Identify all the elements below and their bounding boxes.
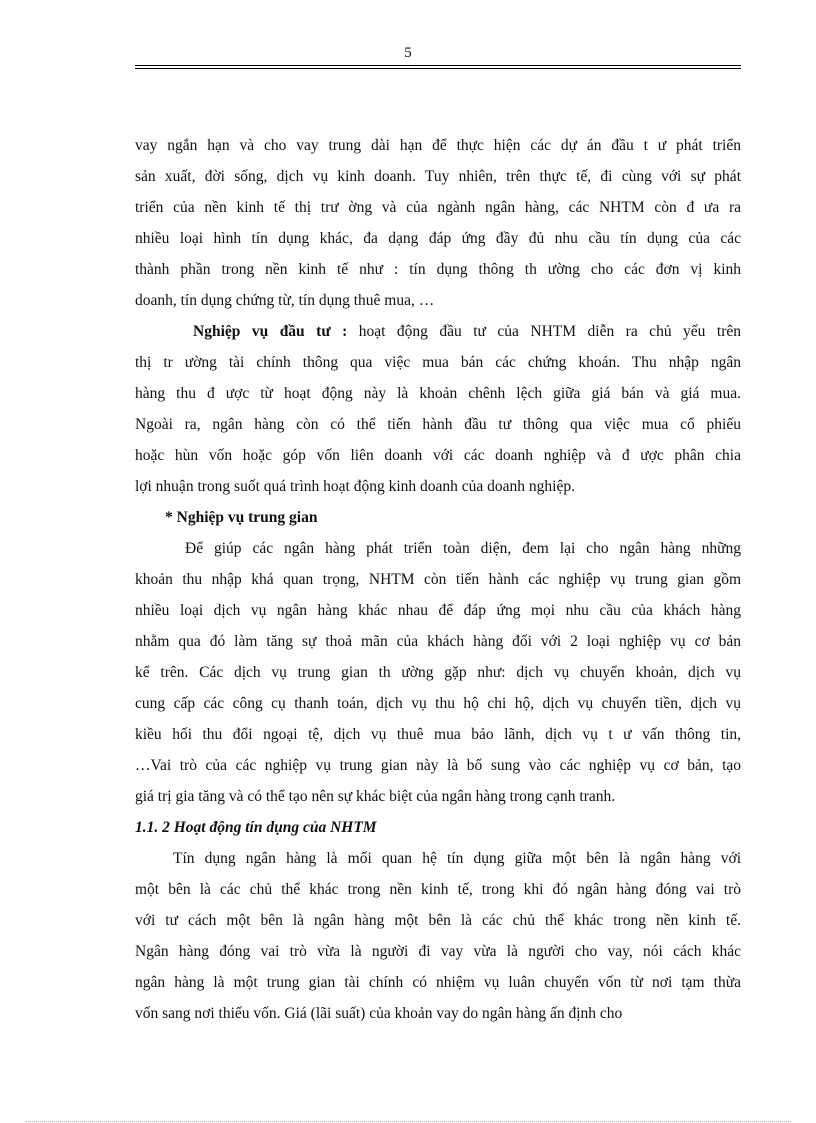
text-line: thị tr ường tài chính thông qua việc mua bán các chứng khoán. Thu nhập ngân [135, 354, 741, 371]
text-line: hàng thu đ ược từ hoạt động này là khoản chênh lệch giữa giá bán và giá mua. [135, 385, 741, 402]
text-line: ngân hàng là một trung gian tài chính có nhiệm vụ luân chuyển vốn từ nơi tạm thừa [135, 974, 741, 991]
text-line: doanh, tín dụng chứng từ, tín dụng thuê mua, … [135, 292, 435, 309]
text-line: lợi nhuận trong suốt quá trình hoạt động kinh doanh của doanh nghiệp. [135, 478, 575, 495]
dautu-heading: Nghiệp vụ đầu tư : [193, 323, 348, 340]
text-line: cung cấp các công cụ thanh toán, dịch vụ thu hộ chi hộ, dịch vụ chuyển tiền, dịch vụ [135, 695, 741, 712]
text-line: nhằm qua đó làm tăng sự thoả mãn của khách hàng đối với 2 loại nghiệp vụ cơ bản [135, 633, 741, 650]
text-line: kể trên. Các dịch vụ trung gian th ường gặp như: dịch vụ chuyển khoản, dịch vụ [135, 664, 741, 681]
paragraph-dautu-first-line [135, 316, 741, 347]
header-rule-top [135, 65, 741, 66]
text-line: Để giúp các ngân hàng phát triển toàn diện, đem lại cho ngân hàng những [185, 540, 741, 557]
text-line: kiều hối thu đổi ngoại tệ, dịch vụ thuê mua bảo lãnh, dịch vụ t ư vấn thông tin, [135, 726, 741, 743]
page-number: 5 [404, 45, 412, 61]
text-line: giá trị gia tăng và có thể tạo nên sự khác biệt của ngân hàng trong cạnh tranh. [135, 788, 616, 805]
text-line: vay ngắn hạn và cho vay trung dài hạn để thực hiện các dự án đầu t ư phát triển [135, 137, 741, 154]
footer-dotted-rule [25, 1121, 791, 1122]
text-line: hoặc hùn vốn hoặc góp vốn liên doanh với các doanh nghiệp và đ ược phân chia [135, 447, 741, 464]
text-line: sản xuất, đời sống, dịch vụ kinh doanh. Tuy nhiên, trên thực tế, đi cùng với sự phát [135, 168, 741, 185]
text-line: Tín dụng ngân hàng là mối quan hệ tín dụng giữa một bên là ngân hàng với [173, 850, 741, 867]
text-line: thành phần trong nền kinh tế như : tín dụng thông th ường cho các đơn vị kinh [135, 261, 741, 278]
header-rule-bottom [135, 68, 741, 69]
dautu-first-text: hoạt động đầu tư của NHTM diễn ra chủ yếu trên [347, 323, 741, 340]
text-line: nhiều loại dịch vụ ngân hàng khác nhau để đáp ứng mọi nhu cầu của khách hàng [135, 602, 741, 619]
text-line: khoản thu nhập khá quan trọng, NHTM còn tiến hành các nghiệp vụ trung gian gồm [135, 571, 741, 588]
document-body [135, 130, 741, 1029]
text-line: nhiều loại hình tín dụng khác, đa dạng đáp ứng đầy đủ nhu cầu tín dụng của các [135, 230, 741, 247]
text-line: vốn sang nơi thiếu vốn. Giá (lãi suất) của khoản vay do ngân hàng ấn định cho [135, 1005, 623, 1022]
text-line: …Vai trò của các nghiệp vụ trung gian này là bổ sung vào các nghiệp vụ cơ bản, tạo [135, 757, 741, 774]
text-line: Ngoài ra, ngân hàng còn có thể tiến hành đầu tư thông qua việc mua cổ phiếu [135, 416, 741, 433]
text-line: với tư cách một bên là ngân hàng một bên là các chủ thể khác trong nền kinh tế. [135, 912, 741, 929]
section-heading: 1.1. 2 Hoạt động tín dụng của NHTM [135, 819, 377, 836]
text-line: triển của nền kinh tế thị trư ờng và của ngành ngân hàng, các NHTM còn đ ưa ra [135, 199, 741, 216]
text-line: một bên là các chủ thể khác trong nền kinh tế, trong khi đó ngân hàng đóng vai trò [135, 881, 741, 898]
text-line: Ngân hàng đóng vai trò vừa là người đi vay vừa là người cho vay, nói cách khác [135, 943, 741, 960]
trunggian-heading: * Nghiệp vụ trung gian [165, 509, 318, 526]
